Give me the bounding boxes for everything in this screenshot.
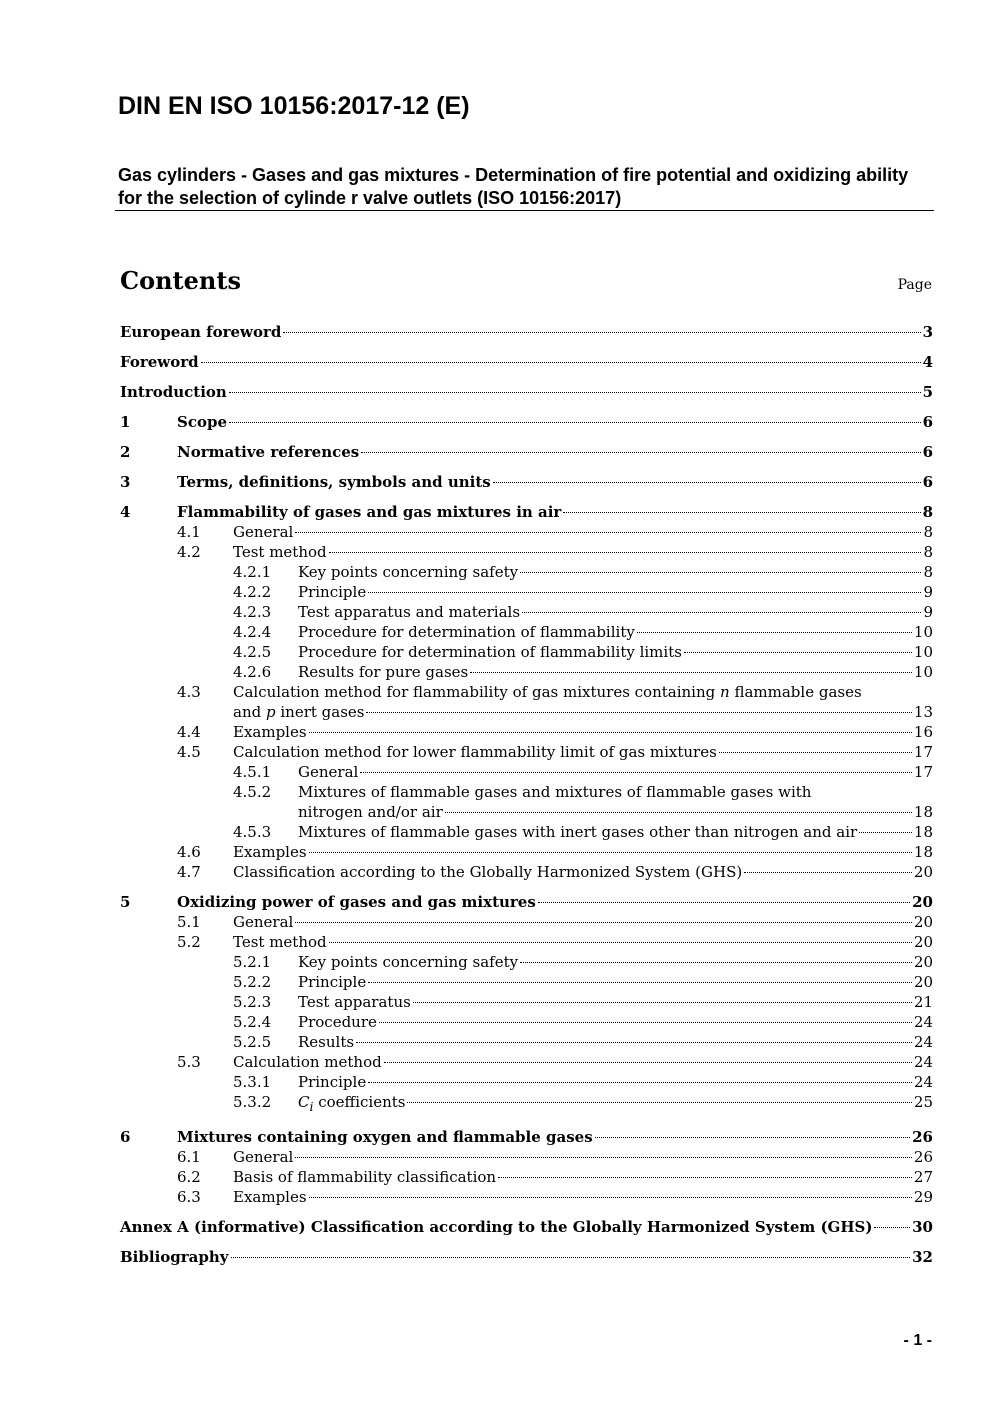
toc-entry-title: Examples: [233, 723, 307, 741]
toc-entry-title: [298, 1092, 405, 1117]
toc-leader: [229, 422, 921, 423]
toc-page-number: 6: [922, 473, 933, 491]
toc-page-number: 20: [912, 893, 933, 911]
toc-entry-5-1[interactable]: [120, 912, 933, 932]
toc-entry-annex-a[interactable]: [120, 1217, 933, 1237]
toc-entry-5-2[interactable]: [120, 932, 933, 952]
toc-page-number: 3: [922, 323, 933, 341]
toc-page-number: 26: [913, 1148, 933, 1166]
toc-page-number: 24: [913, 1013, 933, 1031]
toc-entry-6-2[interactable]: [120, 1167, 933, 1187]
toc-entry-number: 4.2: [177, 543, 201, 561]
toc-entry-title: Test method: [233, 543, 327, 561]
toc-entry-4-6[interactable]: [120, 842, 933, 862]
toc-entry-title: Calculation method: [233, 1053, 382, 1071]
toc-entry-4-2-5[interactable]: [120, 642, 933, 662]
toc-entry-6-1[interactable]: [120, 1147, 933, 1167]
toc-leader: [498, 1177, 912, 1178]
toc-title-variable: C: [298, 1093, 310, 1111]
page-number: - 1 -: [903, 1332, 932, 1349]
toc-leader: [295, 922, 912, 923]
toc-leader: [493, 482, 921, 483]
toc-leader: [520, 962, 912, 963]
toc-entry-title: Test apparatus: [298, 993, 411, 1011]
toc-entry-number: 5.2.2: [233, 973, 272, 991]
toc-page-number: 20: [913, 933, 933, 951]
toc-entry-introduction[interactable]: [120, 382, 933, 402]
toc-entry-number: 4.6: [177, 843, 201, 861]
toc-leader: [684, 652, 912, 653]
toc-entry-5-2-2[interactable]: [120, 972, 933, 992]
toc-entry-number: 4.7: [177, 863, 201, 881]
toc-leader: [407, 1102, 911, 1103]
toc-entry-title: European foreword: [120, 323, 282, 341]
toc-page-number: 6: [922, 413, 933, 431]
toc-leader: [470, 672, 912, 673]
toc-entry-number: 5.2: [177, 933, 201, 951]
toc-entry-4-2[interactable]: [120, 542, 933, 562]
toc-entry-title: Examples: [233, 843, 307, 861]
toc-entry-title: General: [233, 913, 294, 931]
toc-page-number: 5: [922, 383, 933, 401]
toc-leader: [522, 612, 921, 613]
toc-title-subscript: i: [309, 1099, 314, 1114]
subtitle-divider: [115, 210, 934, 211]
toc-entry-number: 6.2: [177, 1168, 201, 1186]
toc-entry-number: 5.2.1: [233, 953, 272, 971]
toc-entry-number: 4.2.6: [233, 663, 272, 681]
toc-title-text: Calculation method for flammability of gas mixtures containing: [233, 683, 721, 701]
toc-entry-title: Procedure: [298, 1013, 377, 1031]
toc-entry-title: General: [233, 1148, 294, 1166]
toc-entry-title: Mixtures of flammable gases with inert gases other than nitrogen and air: [298, 823, 858, 841]
toc-leader: [379, 1022, 912, 1023]
toc-entry-title: Key points concerning safety: [298, 953, 519, 971]
toc-leader: [859, 832, 912, 833]
toc-entry-4-5-1[interactable]: [120, 762, 933, 782]
toc-entry-5-3-1[interactable]: [120, 1072, 933, 1092]
toc-page-number: 20: [913, 913, 933, 931]
toc-entry-number: 6: [120, 1128, 131, 1146]
toc-page-number: 9: [923, 583, 933, 601]
toc-entry-5-2-5[interactable]: [120, 1032, 933, 1052]
toc-entry-5-3[interactable]: [120, 1052, 933, 1072]
toc-entry-4-2-2[interactable]: [120, 582, 933, 602]
toc-title-text: coefficients: [313, 1093, 406, 1111]
contents-heading: Contents: [120, 266, 241, 295]
toc-page-number: 18: [913, 843, 933, 861]
toc-page-number: 20: [913, 973, 933, 991]
toc-entry-number: 4.2.2: [233, 583, 272, 601]
toc-leader: [231, 1257, 911, 1258]
toc-entry-5[interactable]: [120, 892, 933, 912]
toc-entry-title-line2: nitrogen and/or air: [298, 803, 443, 821]
toc-page-number: 10: [913, 623, 933, 641]
toc-entry-number: 4.5: [177, 743, 201, 761]
toc-entry-2[interactable]: [120, 442, 933, 462]
toc-leader: [384, 1062, 912, 1063]
toc-leader: [295, 532, 921, 533]
toc-leader: [295, 1157, 912, 1158]
toc-page-number: 17: [913, 763, 933, 781]
toc-title-text: flammable gases: [729, 683, 862, 701]
toc-page-number: 30: [912, 1218, 933, 1236]
toc-page-number: 8: [923, 543, 933, 561]
toc-page-number: 10: [913, 663, 933, 681]
toc-entry-title: Calculation method for lower flammability limit of gas mixtures: [233, 743, 717, 761]
toc-page-number: 20: [913, 863, 933, 881]
toc-entry-title: Scope: [177, 413, 228, 431]
toc-entry-number: 6.1: [177, 1148, 201, 1166]
toc-page-number: 18: [913, 803, 933, 821]
toc-entry-4-1[interactable]: [120, 522, 933, 542]
toc-entry-title: Introduction: [120, 383, 227, 401]
toc-leader: [445, 812, 912, 813]
toc-title-variable: p: [265, 703, 276, 721]
toc-leader: [637, 632, 912, 633]
toc-page-number: 16: [913, 723, 933, 741]
toc-entry-number: 4: [120, 503, 131, 521]
toc-entry-title: Normative references: [177, 443, 360, 461]
toc-leader: [201, 362, 921, 363]
toc-entry-number: 1: [120, 413, 131, 431]
toc-leader: [874, 1227, 910, 1228]
document-subtitle: Gas cylinders - Gases and gas mixtures - Determination of fire potential and oxidizing ability for the selection of cylinde r valve outlets (ISO 10156:2017): [118, 165, 909, 208]
toc-entry-number: 5.3: [177, 1053, 201, 1071]
toc-leader: [368, 1082, 912, 1083]
toc-entry-4-2-3[interactable]: [120, 602, 933, 622]
toc-entry-4-2-1[interactable]: [120, 562, 933, 582]
toc-entry-title: Basis of flammability classification: [233, 1168, 497, 1186]
toc-entry-number: 5: [120, 893, 131, 911]
toc-entry-title: General: [298, 763, 359, 781]
toc-leader: [329, 552, 922, 553]
toc-entry-4-4[interactable]: [120, 722, 933, 742]
toc-leader: [595, 1137, 910, 1138]
toc-page-number: 27: [913, 1168, 933, 1186]
toc-entry-4-7[interactable]: [120, 862, 933, 882]
toc-page-number: 21: [913, 993, 933, 1011]
toc-leader: [744, 872, 912, 873]
toc-entry-title-line1: Mixtures of flammable gases and mixtures of flammable gases with: [298, 783, 812, 801]
toc-entry-5-3-2[interactable]: [120, 1092, 933, 1117]
toc-leader: [368, 592, 921, 593]
toc-entry-5-2-1[interactable]: [120, 952, 933, 972]
toc-leader: [413, 1002, 912, 1003]
toc-entry-title: Annex A (informative) Classification according to the Globally Harmonized System (GHS): [120, 1218, 873, 1236]
toc-page-number: 24: [913, 1033, 933, 1051]
toc-entry-number: 3: [120, 473, 131, 491]
toc-entry-number: 5.2.5: [233, 1033, 272, 1051]
toc-leader: [283, 332, 920, 333]
toc-entry-4-3[interactable]: [120, 682, 933, 722]
toc-page-number: 18: [913, 823, 933, 841]
toc-page-number: 24: [913, 1053, 933, 1071]
toc-entry-number: 2: [120, 443, 131, 461]
toc-entry-title: Test method: [233, 933, 327, 951]
toc-entry-title: Principle: [298, 973, 367, 991]
toc-entry-title-line1: [233, 682, 862, 702]
table-of-contents: [120, 322, 933, 1267]
toc-page-number: 17: [913, 743, 933, 761]
toc-page-number: 20: [913, 953, 933, 971]
toc-entry-title: Oxidizing power of gases and gas mixtures: [177, 893, 536, 911]
toc-entry-foreword[interactable]: [120, 352, 933, 372]
toc-entry-title: General: [233, 523, 294, 541]
toc-page-number: 13: [913, 703, 933, 721]
toc-leader: [309, 852, 912, 853]
toc-page-number: 6: [922, 443, 933, 461]
toc-entry-6-3[interactable]: [120, 1187, 933, 1207]
toc-entry-4-2-4[interactable]: [120, 622, 933, 642]
toc-entry-number: 5.2.3: [233, 993, 272, 1011]
toc-entry-4-5-3[interactable]: [120, 822, 933, 842]
toc-entry-title: Key points concerning safety: [298, 563, 519, 581]
toc-entry-number: 4.5.1: [233, 763, 272, 781]
toc-leader: [719, 752, 912, 753]
toc-entry-title: Results: [298, 1033, 355, 1051]
toc-page-number: 29: [913, 1188, 933, 1206]
toc-page-number: 8: [923, 563, 933, 581]
toc-entry-title: Mixtures containing oxygen and flammable gases: [177, 1128, 593, 1146]
toc-leader: [361, 452, 920, 453]
toc-entry-title: Classification according to the Globally Harmonized System (GHS): [233, 863, 743, 881]
toc-entry-title: Principle: [298, 583, 367, 601]
toc-entry-title: Results for pure gases: [298, 663, 469, 681]
toc-entry-number: 5.3.1: [233, 1073, 272, 1091]
toc-entry-number: 4.3: [177, 683, 201, 701]
toc-entry-4[interactable]: [120, 502, 933, 522]
toc-page-number: 8: [922, 503, 933, 521]
toc-entry-number: 4.2.3: [233, 603, 272, 621]
toc-page-number: 4: [922, 353, 933, 371]
page-column-label: Page: [897, 277, 932, 293]
toc-leader: [356, 1042, 912, 1043]
toc-entry-number: 4.2.4: [233, 623, 272, 641]
toc-leader: [360, 772, 912, 773]
toc-entry-title: Procedure for determination of flammability limits: [298, 643, 682, 661]
toc-page-number: 10: [913, 643, 933, 661]
toc-entry-number: 5.1: [177, 913, 201, 931]
toc-entry-title-line2: [233, 702, 364, 722]
toc-page-number: 8: [923, 523, 933, 541]
toc-entry-4-5[interactable]: [120, 742, 933, 762]
toc-title-text: and: [233, 703, 266, 721]
document-id: DIN EN ISO 10156:2017-12 (E): [118, 92, 470, 120]
toc-leader: [309, 1197, 912, 1198]
toc-entry-title: Principle: [298, 1073, 367, 1091]
toc-entry-title: Examples: [233, 1188, 307, 1206]
toc-entry-title: Bibliography: [120, 1248, 229, 1266]
toc-entry-number: 5.2.4: [233, 1013, 272, 1031]
toc-page-number: 24: [913, 1073, 933, 1091]
toc-page-number: 26: [912, 1128, 933, 1146]
toc-entry-title: Terms, definitions, symbols and units: [177, 473, 491, 491]
toc-leader: [229, 392, 921, 393]
toc-title-text: inert gases: [275, 703, 365, 721]
toc-entry-4-2-6[interactable]: [120, 662, 933, 682]
toc-entry-title: Test apparatus and materials: [298, 603, 521, 621]
toc-entry-3[interactable]: [120, 472, 933, 492]
toc-page-number: 32: [912, 1248, 933, 1266]
toc-entry-title: Procedure for determination of flammability: [298, 623, 635, 641]
toc-entry-bibliography[interactable]: [120, 1247, 933, 1267]
toc-entry-number: 6.3: [177, 1188, 201, 1206]
toc-entry-european-foreword[interactable]: [120, 322, 933, 342]
toc-entry-title: Flammability of gases and gas mixtures in air: [177, 503, 562, 521]
toc-entry-number: 4.5.3: [233, 823, 272, 841]
toc-entry-number: 4.1: [177, 523, 201, 541]
toc-title-variable: n: [720, 683, 730, 701]
toc-entry-4-5-2[interactable]: [120, 782, 933, 822]
toc-page-number: 9: [923, 603, 933, 621]
toc-leader: [520, 572, 921, 573]
toc-leader: [329, 942, 912, 943]
toc-leader: [538, 902, 910, 903]
toc-entry-1[interactable]: [120, 412, 933, 432]
toc-entry-5-2-3[interactable]: [120, 992, 933, 1012]
toc-entry-title: Foreword: [120, 353, 199, 371]
toc-entry-number: 5.3.2: [233, 1093, 272, 1111]
toc-entry-6[interactable]: [120, 1127, 933, 1147]
toc-leader: [309, 732, 912, 733]
toc-leader: [563, 512, 920, 513]
toc-entry-number: 4.2.5: [233, 643, 272, 661]
toc-leader: [366, 712, 911, 713]
toc-page-number: 25: [913, 1093, 933, 1111]
toc-entry-number: 4.4: [177, 723, 201, 741]
toc-leader: [368, 982, 912, 983]
toc-entry-number: 4.5.2: [233, 783, 272, 801]
toc-entry-number: 4.2.1: [233, 563, 272, 581]
toc-entry-5-2-4[interactable]: [120, 1012, 933, 1032]
